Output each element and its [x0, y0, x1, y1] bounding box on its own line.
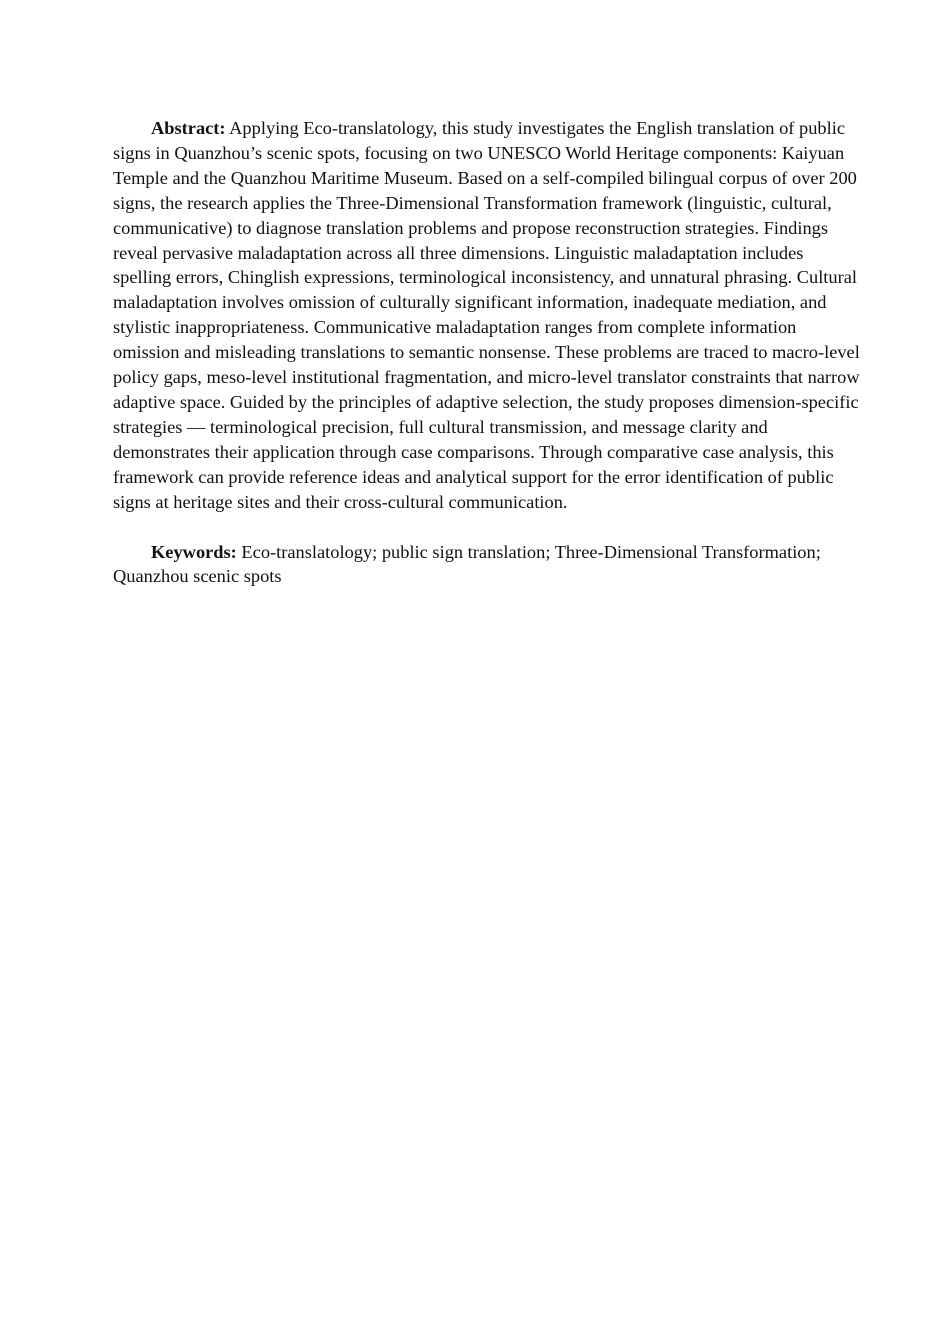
- keywords-label: Keywords:: [151, 541, 237, 562]
- abstract-label: Abstract:: [151, 118, 226, 138]
- abstract-text: Applying Eco-translatology, this study investigates the English translation of public signs in Quanzhou’s scenic spots, focusing on two UNESCO World Heritage components: Kaiyuan Temple and the Quanzhou Maritime Museum. Based on a self-compiled bilingual corpus of over 200 signs, the research applies the Three-Dimensional Transformation framework (linguistic, cultural, communicative) to diagnose translation problems and propose reconstruction strategies. Findings reveal pervasive maladaptation across all three dimensions. Linguistic maladaptation includes spelling errors, Chinglish expressions, terminological inconsistency, and unnatural phrasing. Cultural maladaptation involves omission of culturally significant information, inadequate mediation, and stylistic inappropriateness. Communicative maladaptation ranges from complete information omission and misleading translations to semantic nonsense. These problems are traced to macro-level policy gaps, meso-level institutional fragmentation, and micro-level translator constraints that narrow adaptive space. Guided by the principles of adaptive selection, the study proposes dimension-specific strategies — terminological precision, full cultural transmission, and message clarity and demonstrates their application through case comparisons. Through comparative case analysis, this framework can provide reference ideas and analytical support for the error identification of public signs at heritage sites and their cross-cultural communication.: [113, 118, 860, 512]
- document-page: [113, 116, 863, 589]
- keywords-paragraph: [113, 540, 863, 590]
- abstract-paragraph: [113, 116, 863, 515]
- keywords-text: Eco-translatology; public sign translation; Three-Dimensional Transformation; Quanzhou scenic spots: [113, 541, 821, 587]
